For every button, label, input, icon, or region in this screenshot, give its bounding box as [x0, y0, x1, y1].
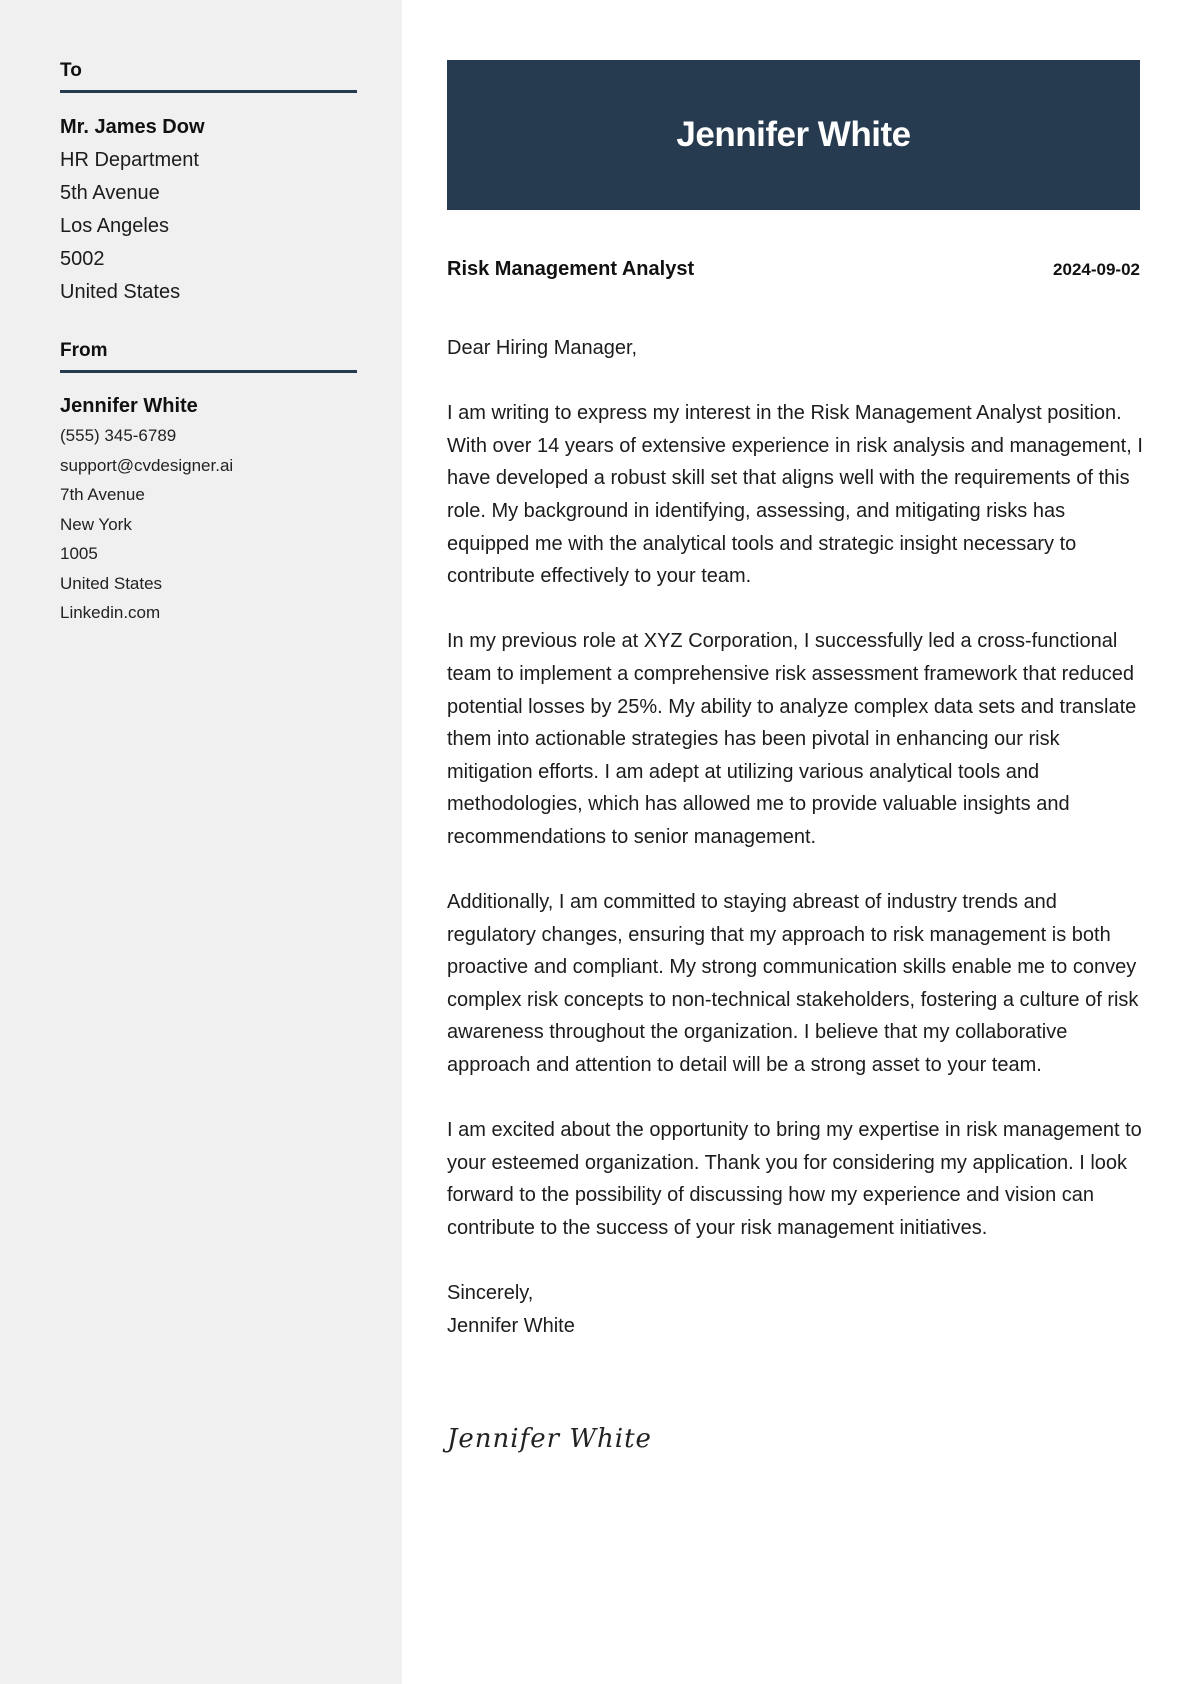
sender-section [60, 340, 357, 628]
sender-line: New York [60, 514, 132, 534]
sender-name: Jennifer White [60, 395, 198, 417]
sender-linkedin: Linkedin.com [60, 603, 161, 622]
recipient-address [60, 111, 357, 309]
recipient-line: United States [60, 281, 181, 303]
recipient-line: Los Angeles [60, 215, 169, 237]
job-title: Risk Management Analyst [447, 258, 695, 280]
letter-paragraph: I am excited about the opportunity to bring my expertise in risk management to your esteemed organization. Thank you for considering my application. I look forward to the possibility of discussing how my experience and vision can contribute to the success of your risk management initiatives. [447, 1119, 1142, 1240]
closing-name: Jennifer White [447, 1314, 575, 1337]
salutation: Dear Hiring Manager, [447, 337, 638, 359]
letter-body [447, 332, 1147, 1342]
sender-details [60, 391, 357, 628]
sender-line: 7th Avenue [60, 485, 145, 504]
header-name: Jennifer White [676, 115, 911, 154]
letter-paragraph: I am writing to express my interest in the Risk Management Analyst position. With over 14 years of extensive experience in risk analysis and management, I have developed a robust skill set that aligns well with the requirements of this role. My background in identifying, assessing, and mitigating risks has equipped me with the analytical tools and strategic insight necessary to contribute effectively to your team. [447, 402, 1143, 588]
recipient-line: 5002 [60, 248, 105, 270]
letter-paragraph: Additionally, I am committed to staying abreast of industry trends and regulatory changes, ensuring that my approach to risk management is both proactive and compliant. My strong communication skills enable me to convey complex risk concepts to non-technical stakeholders, fostering a culture of risk awareness throughout the organization. I believe that my collaborative approach and attention to detail will be a strong asset to your team. [447, 891, 1139, 1077]
letter-date: 2024-09-02 [1053, 260, 1140, 279]
letter-paragraph: In my previous role at XYZ Corporation, I successfully led a cross-functional team to implement a comprehensive risk assessment framework that reduced potential losses by 25%. My ability to analyze complex data sets and translate them into actionable strategies has been pivotal in enhancing our risk mitigation efforts. I am adept at utilizing various analytical tools and methodologies, which has allowed me to provide valuable insights and recommendations to senior management. [447, 630, 1137, 848]
sender-email: support@cvdesigner.ai [60, 455, 234, 475]
recipient-line: 5th Avenue [60, 182, 160, 204]
sidebar [0, 0, 402, 1684]
sender-line: 1005 [60, 544, 98, 563]
closing-block [447, 1277, 1147, 1342]
recipient-name: Mr. James Dow [60, 116, 205, 138]
job-row [447, 258, 1140, 281]
closing: Sincerely, [447, 1282, 534, 1305]
recipient-line: HR Department [60, 149, 199, 171]
from-heading: From [60, 340, 357, 373]
sender-line: United States [60, 573, 163, 593]
recipient-section [60, 60, 357, 309]
signature: Jennifer White [447, 1424, 652, 1454]
to-heading: To [60, 60, 357, 93]
sender-phone: (555) 345-6789 [60, 426, 177, 445]
name-header [447, 60, 1140, 210]
